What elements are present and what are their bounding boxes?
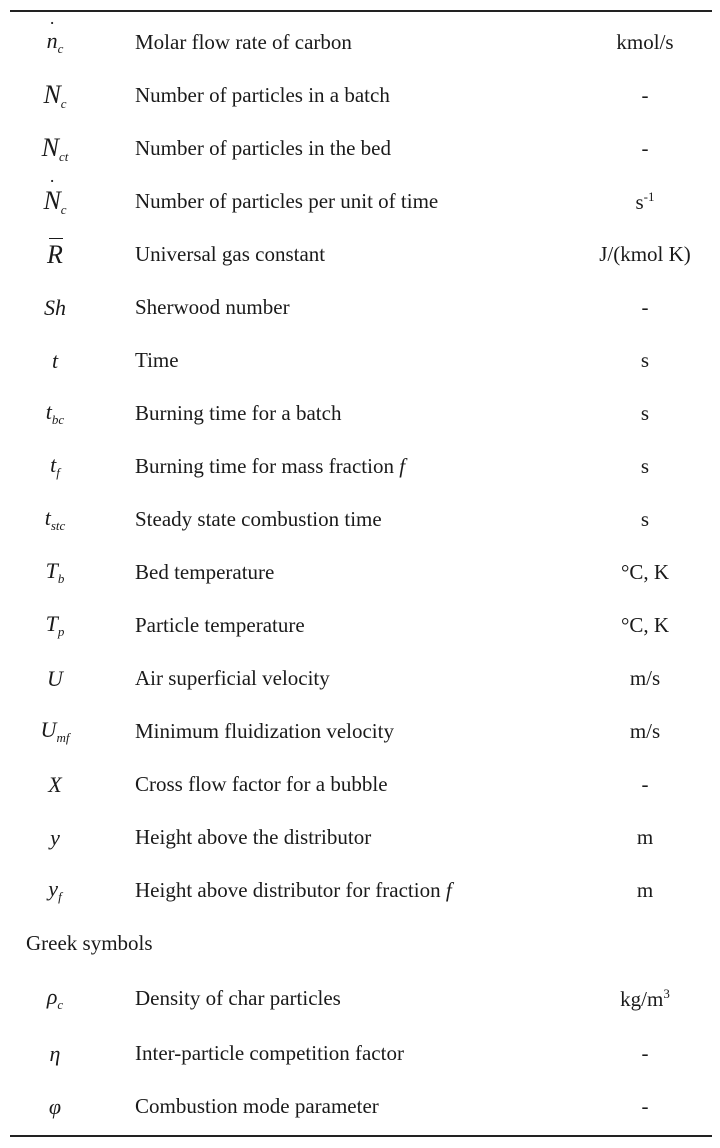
- description: Minimum fluidization velocity: [135, 719, 394, 743]
- description: Universal gas constant: [135, 242, 326, 266]
- table-row: [0, 652, 720, 705]
- table-row: [0, 972, 720, 1025]
- description: Burning time for mass fraction f: [135, 454, 406, 478]
- table-row: [0, 69, 720, 122]
- unit: $s^{-1}$: [635, 188, 655, 214]
- unit: $kg/m^3$: [620, 985, 670, 1011]
- description: Air superficial velocity: [135, 666, 330, 690]
- unit: °C, K: [620, 560, 670, 584]
- unit: -: [641, 295, 649, 319]
- unit: s: [640, 507, 650, 531]
- section-heading-row: [0, 917, 720, 970]
- symbol: $y_f$: [48, 876, 62, 904]
- unit: kmol/s: [616, 30, 674, 54]
- table-row: [0, 334, 720, 387]
- symbol: R: [47, 239, 63, 269]
- table-row: [0, 599, 720, 652]
- table-row: [0, 1027, 720, 1080]
- table-row: [0, 493, 720, 546]
- unit: J/(kmol K): [599, 242, 691, 266]
- symbol: $N_c$: [43, 79, 67, 111]
- symbol: y: [50, 824, 60, 850]
- symbol: n · $_c$: [46, 13, 64, 56]
- unit: -: [641, 83, 649, 107]
- description: Molar flow rate of carbon: [135, 30, 352, 54]
- table-row: [0, 170, 720, 228]
- table-bottom-rule: [10, 1135, 712, 1137]
- table-top-rule: [10, 10, 712, 12]
- unit: s: [640, 348, 650, 372]
- description: Combustion mode parameter: [135, 1094, 379, 1118]
- symbol: η: [49, 1040, 61, 1066]
- unit: m/s: [629, 666, 661, 690]
- symbol: t: [51, 347, 59, 373]
- unit: -: [641, 136, 649, 160]
- symbol: Sh: [44, 294, 66, 320]
- unit: °C, K: [620, 613, 670, 637]
- table-row: [0, 13, 720, 69]
- table-row: [0, 1080, 720, 1133]
- unit: s: [640, 454, 650, 478]
- description: Sherwood number: [135, 295, 290, 319]
- table-row: [0, 281, 720, 334]
- unit: m: [636, 825, 654, 849]
- table-row: [0, 228, 720, 281]
- symbol: $N_{ct}$: [41, 132, 69, 164]
- table-row: [0, 546, 720, 599]
- table-row: [0, 811, 720, 864]
- unit: m/s: [629, 719, 661, 743]
- symbol: $t_f$: [50, 452, 60, 480]
- symbol: U: [47, 665, 63, 691]
- unit: -: [641, 772, 649, 796]
- table-row: [0, 705, 720, 758]
- symbol: $T_b$: [45, 558, 65, 586]
- description: Time: [135, 348, 179, 372]
- description: Particle temperature: [135, 613, 305, 637]
- unit: -: [641, 1094, 649, 1118]
- table-row: [0, 387, 720, 440]
- description: Inter-particle competition factor: [135, 1041, 404, 1065]
- symbol: $t_{bc}$: [45, 399, 65, 427]
- symbol: $T_p$: [45, 611, 65, 639]
- table-row: [0, 440, 720, 493]
- symbol: N · $_c$: [43, 170, 67, 217]
- description: Number of particles in the bed: [135, 136, 391, 160]
- description: Density of char particles: [135, 986, 341, 1010]
- symbol: $U_{mf}$: [40, 717, 70, 745]
- symbol: φ: [48, 1093, 62, 1119]
- unit: -: [641, 1041, 649, 1065]
- description: Burning time for a batch: [135, 401, 342, 425]
- unit: m: [636, 878, 654, 902]
- table-row: [0, 758, 720, 811]
- symbol: $\rho_c$: [46, 984, 64, 1012]
- description: Cross flow factor for a bubble: [135, 772, 388, 796]
- description: Steady state combustion time: [135, 507, 382, 531]
- description: Number of particles per unit of time: [135, 189, 439, 213]
- table-row: [0, 122, 720, 175]
- description: Height above distributor for fraction f: [135, 878, 452, 902]
- unit: s: [640, 401, 650, 425]
- section-heading: Greek symbols: [26, 931, 153, 955]
- symbol: $t_{stc}$: [44, 505, 66, 533]
- description: Number of particles in a batch: [135, 83, 390, 107]
- table-row: [0, 864, 720, 917]
- symbol: X: [48, 771, 62, 797]
- description: Bed temperature: [135, 560, 275, 584]
- description: Height above the distributor: [135, 825, 372, 849]
